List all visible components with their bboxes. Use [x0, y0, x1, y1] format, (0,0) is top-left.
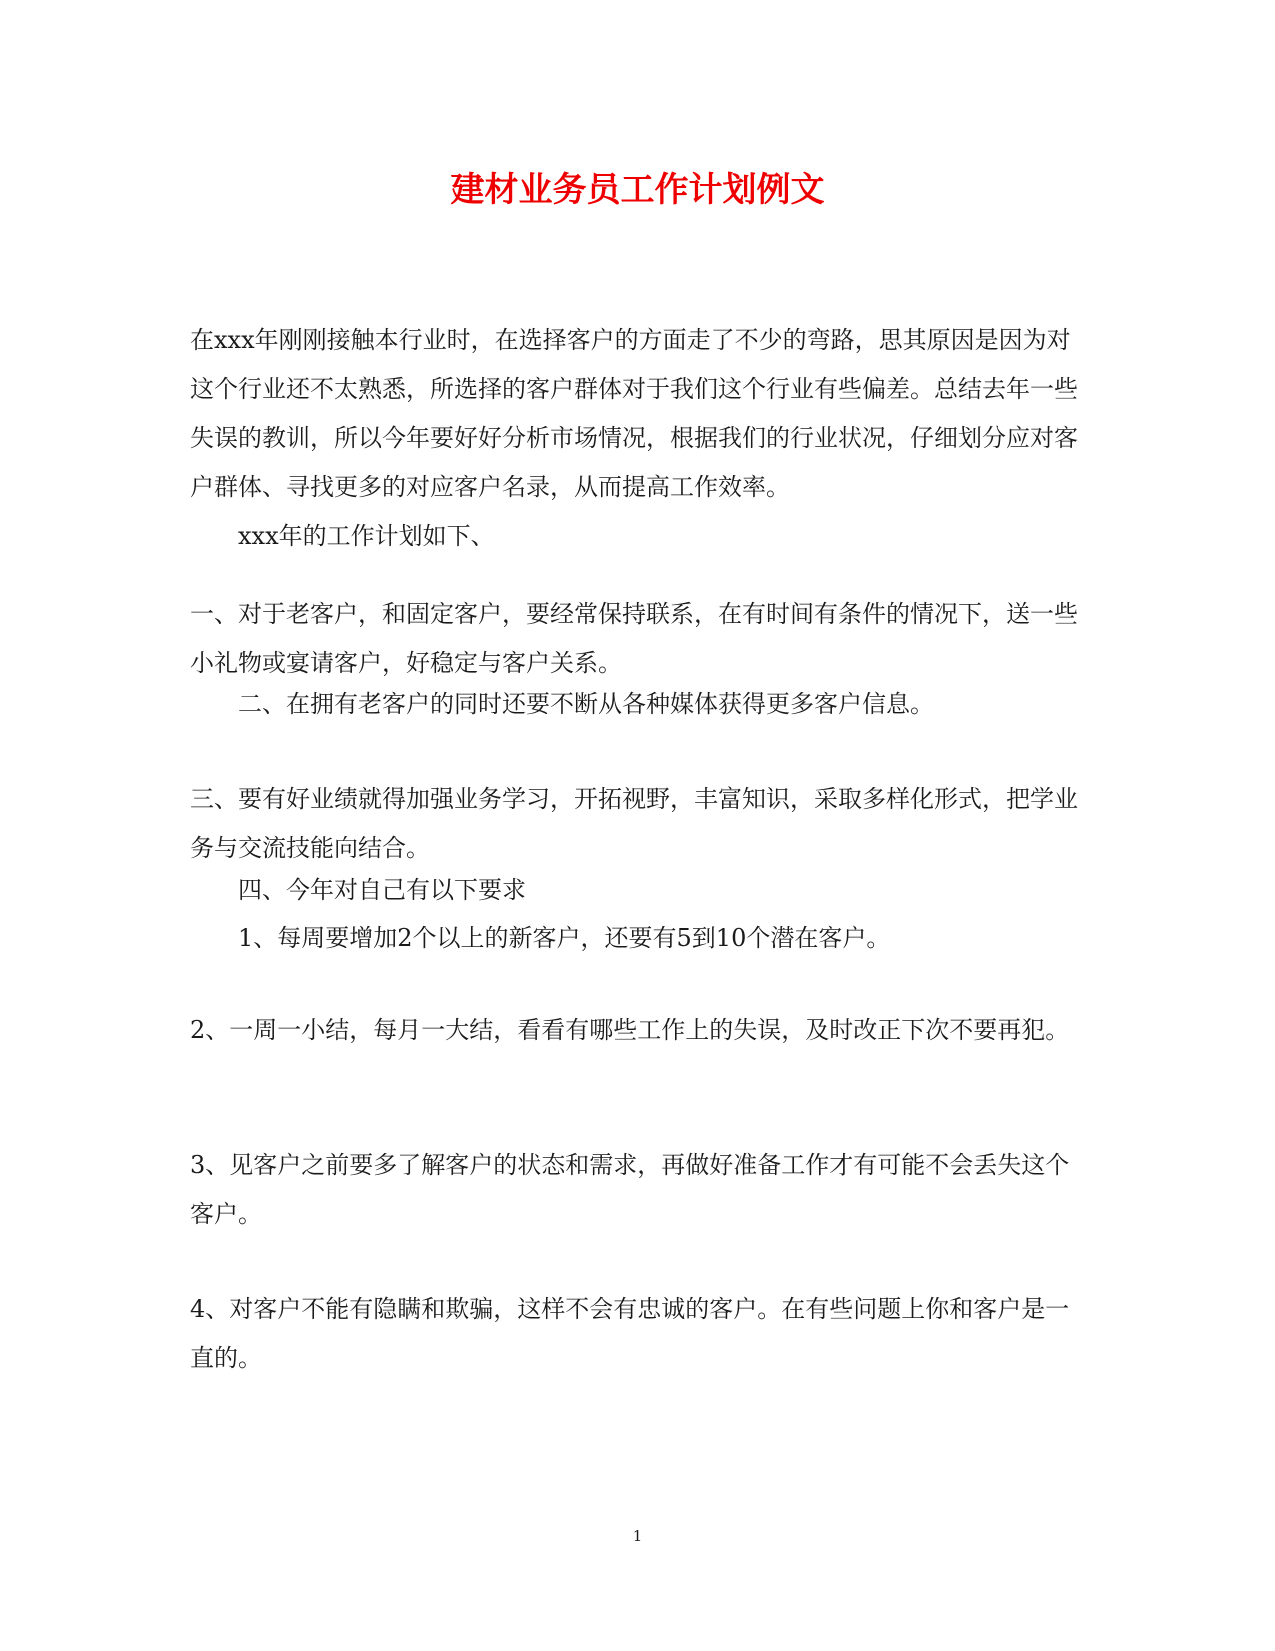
paragraph-plan-heading: xxx年的工作计划如下、: [238, 522, 495, 550]
paragraph-item-1: 一、对于老客户，和固定客户，要经常保持联系，在有时间有条件的情况下，送一些小礼物或宴请客户，好稳定与客户关系。: [190, 600, 1078, 677]
paragraph-requirement-4: 4、对客户不能有隐瞒和欺骗，这样不会有忠诚的客户。在有些问题上你和客户是一直的。: [190, 1295, 1070, 1372]
paragraph-requirement-3: 3、见客户之前要多了解客户的状态和需求，再做好准备工作才有可能不会丢失这个客户。: [190, 1151, 1070, 1228]
paragraph-requirement-2: 2、一周一小结，每月一大结，看看有哪些工作上的失误，及时改正下次不要再犯。: [190, 1016, 1070, 1044]
paragraph-item-2: 二、在拥有老客户的同时还要不断从各种媒体获得更多客户信息。: [238, 690, 934, 718]
page-number: 1: [632, 1527, 643, 1545]
document-title: 建材业务员工作计划例文: [450, 170, 825, 210]
paragraph-requirement-1: 1、每周要增加2个以上的新客户，还要有5到10个潜在客户。: [238, 924, 891, 952]
paragraph-item-3: 三、要有好业绩就得加强业务学习，开拓视野，丰富知识，采取多样化形式，把学业务与交流技能向结合。: [190, 785, 1078, 862]
paragraph-item-4: 四、今年对自己有以下要求: [238, 876, 526, 904]
paragraph-intro: 在xxx年刚刚接触本行业时，在选择客户的方面走了不少的弯路，思其原因是因为对这个行业还不太熟悉，所选择的客户群体对于我们这个行业有些偏差。总结去年一些失误的教训，所以今年要好好分析市场情况，根据我们的行业状况，仔细划分应对客户群体、寻找更多的对应客户名录，从而提高工作效率。: [190, 326, 1078, 501]
